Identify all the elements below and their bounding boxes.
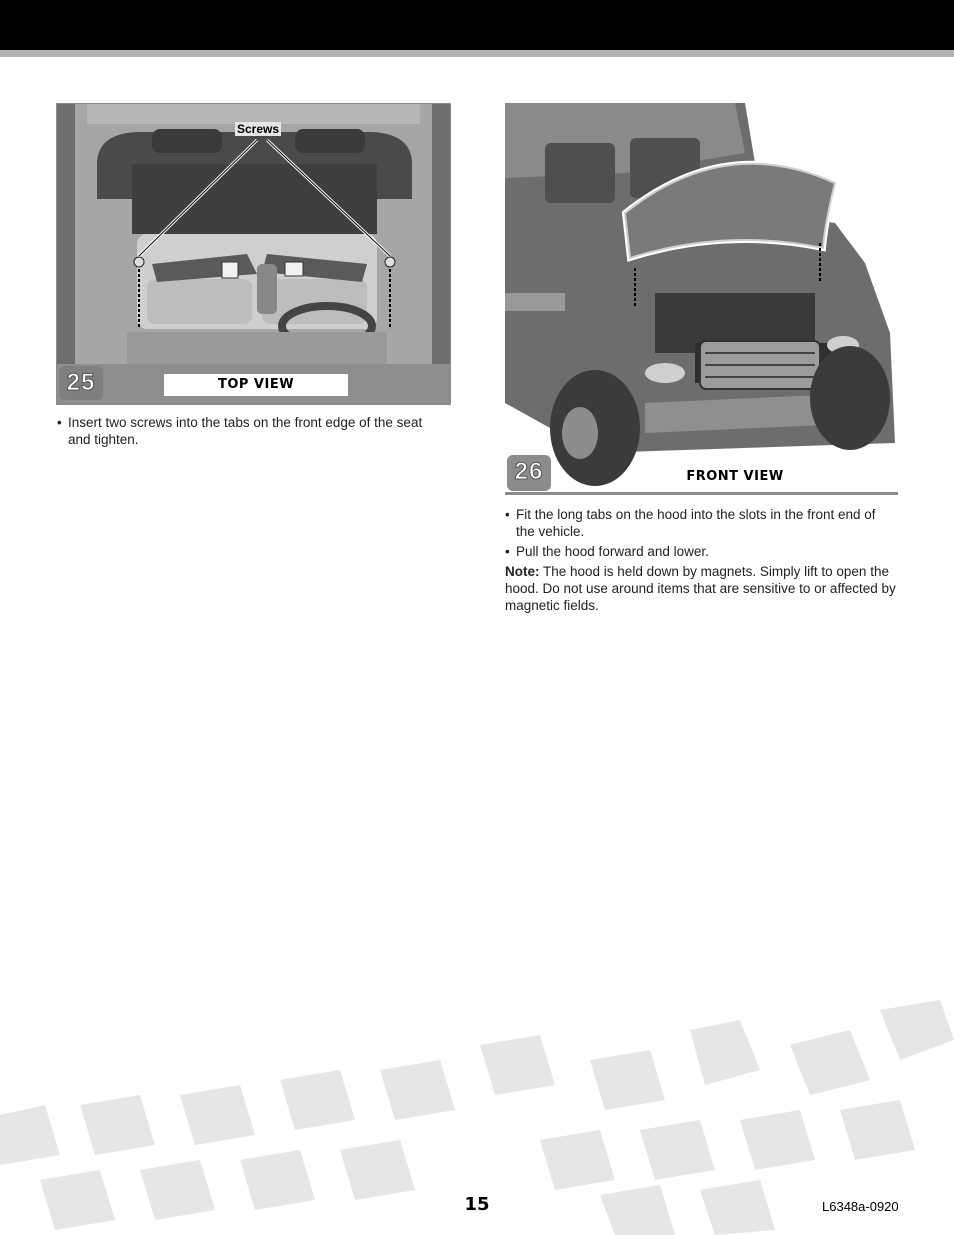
bullet-icon: • (505, 544, 510, 559)
header-rule (0, 50, 954, 57)
hood-front-view-illustration (505, 103, 898, 495)
top-view-label: TOP VIEW (164, 374, 348, 396)
figure-25-instructions (57, 414, 427, 451)
page-number: 15 (464, 1194, 490, 1215)
list-item: • Insert two screws into the tabs on the front edge of the seat and tighten. (57, 415, 423, 447)
document-code: L6348a-0920 (822, 1199, 899, 1214)
figure-26-front-view (505, 103, 898, 495)
bullet-icon: • (505, 507, 510, 522)
screws-callout: Screws (237, 122, 280, 136)
seat-top-view-illustration (57, 104, 450, 404)
figure-26-instructions (505, 506, 897, 614)
list-item: • Pull the hood forward and lower. (505, 544, 709, 559)
note-label: Note: (505, 564, 540, 579)
figure-25-top-view (56, 103, 451, 405)
front-view-label: FRONT VIEW (686, 469, 784, 484)
step-number-25: 25 (59, 366, 103, 400)
list-item: • Fit the long tabs on the hood into the slots in the front end of the vehicle. (505, 507, 876, 539)
header-bar (0, 0, 954, 50)
note-paragraph (505, 563, 897, 614)
figure-26-rule (505, 492, 898, 495)
note-text: The hood is held down by magnets. Simply lift to open the hood. Do not use around items that are sensitive to or affected by magnetic fields. (505, 564, 896, 613)
bullet-icon: • (57, 415, 62, 430)
step-number-26: 26 (507, 455, 551, 491)
